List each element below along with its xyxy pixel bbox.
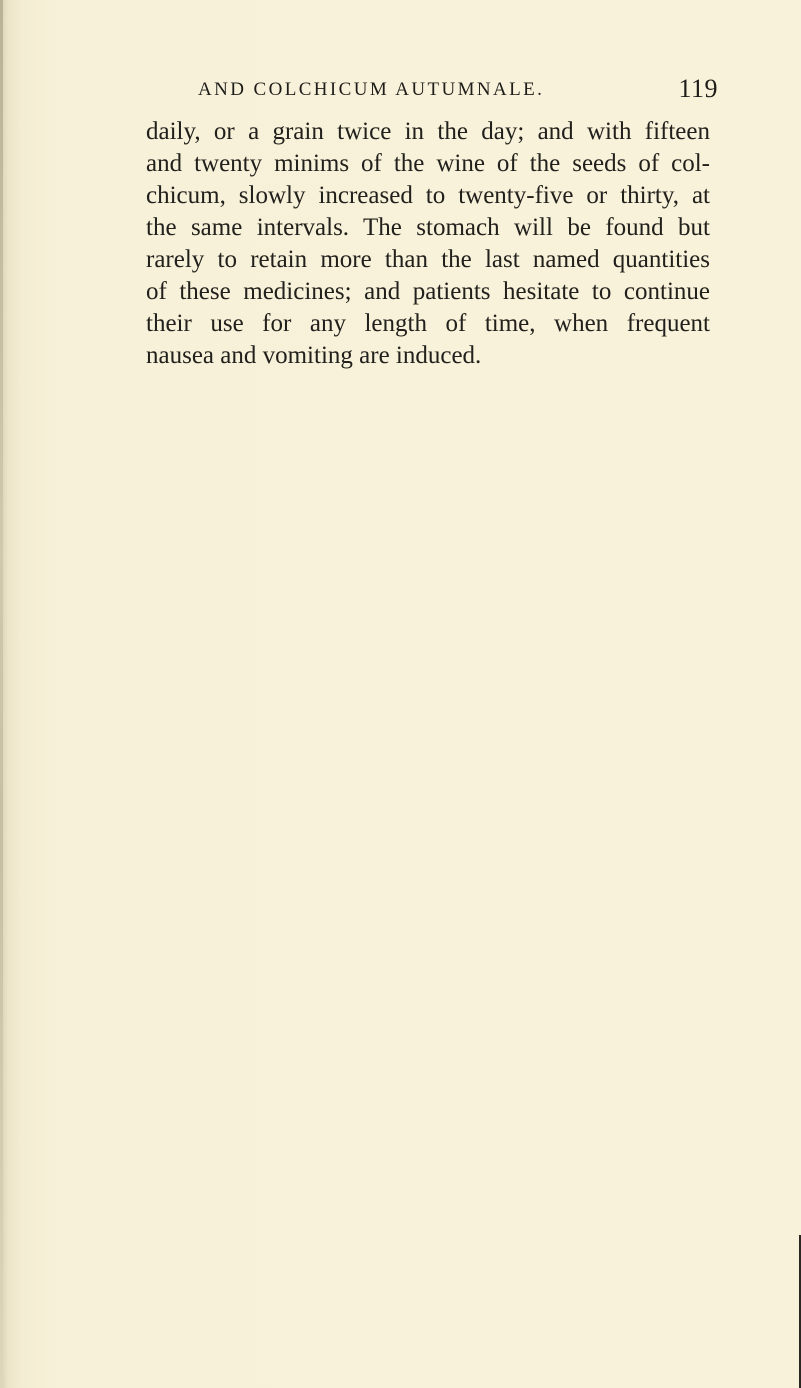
- text-line: chicum, slowly increased to twenty-five or thirty, at: [146, 182, 710, 209]
- text-line: daily, or a grain twice in the day; and with fifteen: [146, 118, 710, 145]
- text-line: of these medicines; and patients hesitate to continue: [146, 278, 710, 305]
- body-paragraph: [146, 116, 710, 372]
- text-line: their use for any length of time, when frequent: [146, 310, 710, 337]
- text-line: the same intervals. The stomach will be found but: [146, 214, 710, 241]
- running-head-title: AND COLCHICUM AUTUMNALE.: [198, 79, 545, 100]
- page-gutter-shadow: [0, 0, 3, 1388]
- text-line: rarely to retain more than the last named quantities: [146, 246, 710, 273]
- page-number: 119: [678, 74, 718, 103]
- text-line: nausea and vomiting are induced.: [146, 342, 482, 369]
- running-head: [198, 76, 718, 106]
- text-line: and twenty minims of the wine of the seeds of col-: [146, 150, 710, 177]
